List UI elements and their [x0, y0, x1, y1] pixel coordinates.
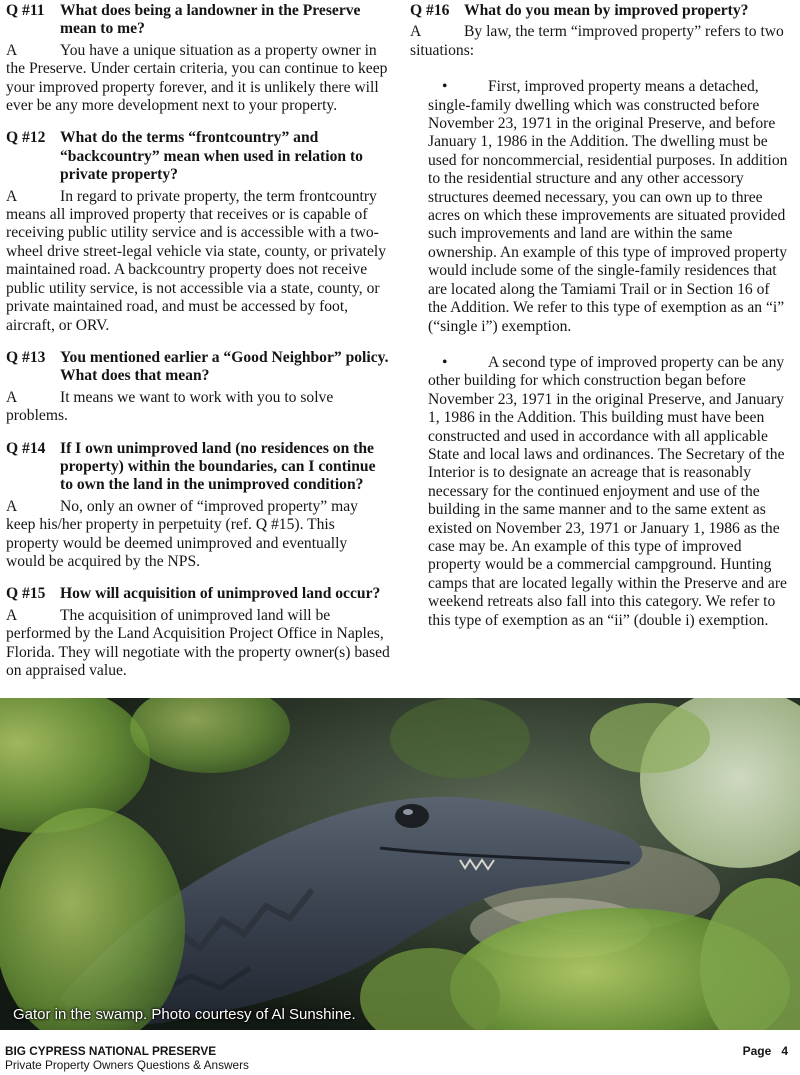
alligator-photo	[0, 698, 800, 1030]
answer-letter: A	[410, 23, 422, 41]
answer-text: The acquisition of unimproved land will be performed by the Land Acquisition Project Office in Naples, Florida. They will negotiate with the property owner(s) based on appraised value.	[6, 606, 390, 679]
right-column	[410, 2, 792, 644]
bullet-icon: •	[442, 353, 448, 371]
page-number	[743, 1044, 788, 1058]
qa-12	[6, 129, 390, 334]
answer-letter: A	[6, 388, 18, 406]
answer	[6, 42, 390, 116]
footer-subtitle: Private Property Owners Questions & Answers	[5, 1058, 249, 1072]
question-text: You mentioned earlier a “Good Neighbor” policy. What does that mean?	[60, 348, 389, 385]
alligator-illustration	[0, 698, 800, 1030]
qa-16	[410, 2, 792, 630]
question-text: How will acquisition of unimproved land occur?	[60, 585, 381, 603]
bullet-icon: •	[442, 78, 448, 96]
footer-publication	[5, 1044, 249, 1072]
qa-11	[6, 2, 390, 115]
answer	[6, 188, 390, 335]
qa-13	[6, 349, 390, 426]
answer-text: In regard to private property, the term frontcountry means all improved property that receives or is capable of receiving public utility service and is accessible with a two-wheel drive street-legal vehicle via state, county, or privately maintained road. A backcountry property does not receive public utility service, is not accessible via a state, county, or private maintained road, and must be accessed by foot, aircraft, or ORV.	[6, 187, 387, 334]
question-number: Q #15	[6, 585, 46, 603]
answer-letter: A	[6, 497, 18, 515]
question	[410, 2, 792, 20]
question-text: What do the terms “frontcountry” and “backcountry” mean when used in relation to private property?	[60, 129, 363, 184]
answer	[6, 389, 390, 426]
question	[6, 349, 390, 386]
answer-text: It means we want to work with you to solve problems.	[6, 388, 334, 425]
footer-title: BIG CYPRESS NATIONAL PRESERVE	[5, 1044, 217, 1058]
answer-letter: A	[6, 187, 18, 205]
bullet-text: A second type of improved property can be any other building for which construction began before November 23, 1971 in the original Preserve, and January 1, 1986 in the Addition. This building must have been constructed and used in accordance with all applicable State and local laws and ordinances. The Secretary of the Interior is to designate an acreage that is reasonably necessary for the continued enjoyment and use of the building in the same manner and to the same extent as existed on November 23, 1971 or January 1, 1986 as the case may be. An example of this type of improved property would be a commercial campground. Hunting camps that are located legally within the Preserve and are weekend retreats also fall into this category. We refer to this type of exemption as an “ii” (double i) exemption.	[428, 353, 787, 629]
answer-text: By law, the term “improved property” refers to two situations:	[410, 23, 784, 59]
question-number: Q #12	[6, 129, 46, 147]
question-text: What do you mean by improved property?	[464, 2, 749, 19]
photo-caption: Gator in the swamp. Photo courtesy of Al Sunshine.	[13, 1006, 356, 1023]
answer-letter: A	[6, 41, 18, 59]
page-label: Page	[742, 1044, 772, 1058]
answer	[6, 607, 390, 681]
bullet-text: First, improved property means a detached, single-family dwelling which was constructed before November 23, 1971 in the original Preserve, and before January 1, 1986 in the Addition. The dwelling must be used for noncommercial, residential purposes. In addition to the residential structure and any other accessory structures deemed necessary, you can own up to three acres on which these improvements are situated provided such improvements and land are within the same ownership. An example of this type of improved property would include some of the single-family residences that are located along the Tamiami Trail or in Section 16 of the Addition. We refer to this type of exemption as an “i” (“single i”) exemption.	[428, 78, 788, 335]
qa-14	[6, 440, 390, 572]
left-column	[6, 2, 390, 694]
question	[6, 585, 390, 603]
question-number: Q #11	[6, 2, 45, 19]
question-text: If I own unimproved land (no residences on the property) within the boundaries, can I continue to own the land in the unimproved condition?	[60, 439, 376, 494]
answer-text: No, only an owner of “improved property” may keep his/her property in perpetuity (ref. Q #15). This property would be deemed unimproved and eventually would be acquired by the NPS.	[6, 497, 358, 570]
question-number: Q #14	[6, 439, 46, 457]
answer	[6, 498, 390, 572]
question-text: What does being a landowner in the Preserve mean to me?	[60, 2, 361, 38]
question	[6, 2, 390, 39]
question	[6, 440, 390, 495]
question-number: Q #16	[410, 2, 450, 19]
answer-text: You have a unique situation as a property owner in the Preserve. Under certain criteria, you can continue to keep your improved property forever, and it is unlikely there will ever be any more development next to your property.	[6, 41, 388, 115]
bullet-paragraph-single-i	[428, 78, 792, 336]
page-number-value: 4	[781, 1044, 788, 1058]
question-number: Q #13	[6, 348, 46, 366]
question	[6, 129, 390, 184]
qa-15	[6, 585, 390, 680]
bullet-paragraph-double-i	[428, 354, 792, 630]
answer	[410, 23, 792, 60]
answer-letter: A	[6, 606, 18, 624]
